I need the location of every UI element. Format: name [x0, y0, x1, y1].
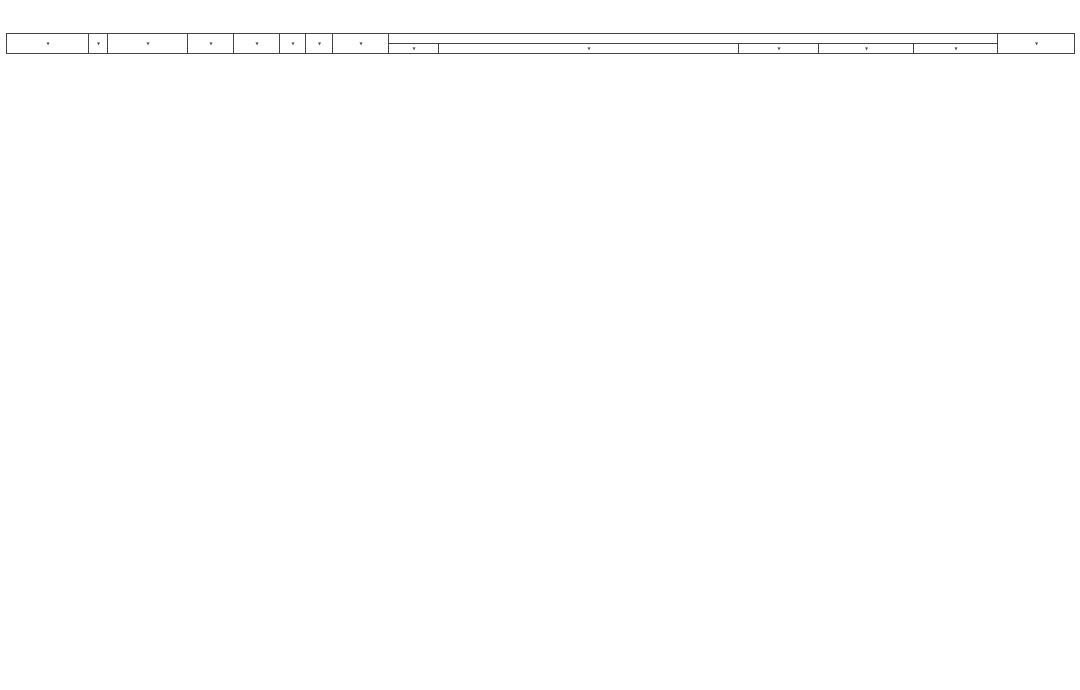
- header-other[interactable]: ▼: [914, 44, 998, 54]
- header-name[interactable]: ▼: [108, 34, 188, 54]
- header-remark[interactable]: ▼: [998, 34, 1075, 54]
- header-count[interactable]: ▼: [306, 34, 333, 54]
- header-funding[interactable]: ▼: [234, 34, 280, 54]
- header-unit[interactable]: ▼: [7, 34, 89, 54]
- header-cert[interactable]: ▼: [739, 44, 819, 54]
- header-code[interactable]: ▼: [89, 34, 108, 54]
- header-edu[interactable]: ▼: [389, 44, 439, 54]
- header-major[interactable]: ▼: [439, 44, 739, 54]
- header-category[interactable]: ▼: [188, 34, 234, 54]
- header-conditions: [389, 34, 998, 44]
- positions-table: [6, 33, 1075, 54]
- header-degree[interactable]: ▼: [819, 44, 914, 54]
- header-age[interactable]: ▼: [333, 34, 389, 54]
- header-ratio[interactable]: ▼: [280, 34, 306, 54]
